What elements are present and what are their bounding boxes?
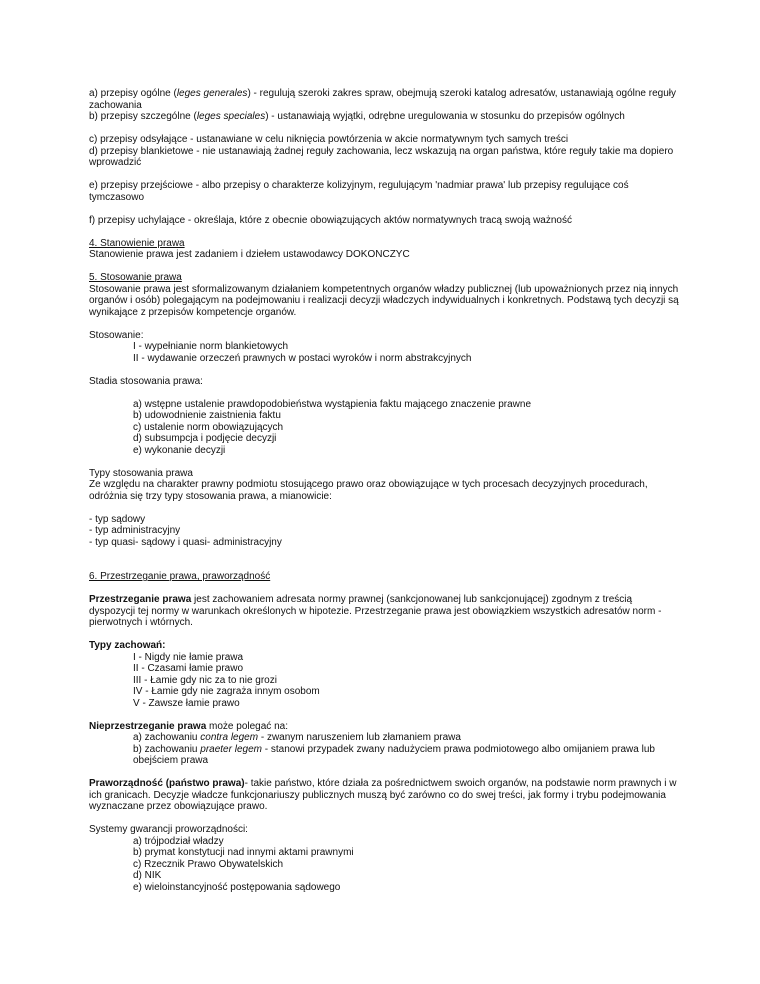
section-4-text: Stanowienie prawa jest zadaniem i dziełem ustawodawcy DOKONCZYC — [89, 249, 410, 260]
list-item: e) wieloinstancyjność postępowania sądowego — [133, 881, 341, 893]
list-item: b) zachowaniu praeter legem - stanowi przypadek zwany nadużyciem prawa podmiotowego albo omijaniem prawa lub obejściem prawa — [133, 743, 655, 766]
list-item: IV - Łamie gdy nie zagraża innym osobom — [133, 686, 320, 697]
list-item: V - Zawsze łamie prawo — [133, 697, 240, 709]
list-item: b) udowodnienie zaistnienia faktu — [133, 410, 281, 421]
systemy-label: Systemy gwarancji proworządności: — [89, 824, 248, 835]
typy-stosowania-label: Typy stosowania prawa — [89, 467, 193, 479]
list-item: b) prymat konstytucji nad innymi aktami prawnymi — [133, 847, 354, 858]
typy-zachowan-label: Typy zachowań: — [89, 640, 166, 651]
list-item: c) ustalenie norm obowiązujących — [133, 421, 284, 433]
list-item: e) wykonanie decyzji — [133, 444, 226, 456]
stosowanie-label: Stosowanie: — [89, 329, 144, 341]
item-leges-generales: a) przepisy ogólne (leges generales) - regulują szeroki zakres spraw, obejmują szeroki katalog adresatów, ustanawiają ogólne reguły zachowania — [89, 88, 676, 111]
list-item: III - Łamie gdy nic za to nie grozi — [133, 674, 277, 686]
section-5-text: Stosowanie prawa jest sformalizowanym działaniem kompetentnych organów władzy publicznej (lub upoważnionych przez nią innych organów i osób) polegającym na podejmowaniu i realizacji decyzji władczych indywidualnych i konkretnych. Podstawą tych decyzji są wynikające z przepisów kompetencje organów. — [89, 283, 679, 318]
list-item: I - Nigdy nie łamie prawa — [133, 651, 244, 663]
nieprzestrzeganie-label: Nieprzestrzeganie prawa może polegać na: — [89, 720, 288, 732]
list-item: - typ quasi- sądowy i quasi- administracyjny — [89, 536, 282, 548]
section-4-heading: 4. Stanowienie prawa — [89, 237, 185, 249]
item-blankietowe: d) przepisy blankietowe - nie ustanawiają żadnej reguły zachowania, lecz wskazują na organ państwa, które reguły takie ma dopiero wprowadzić — [89, 145, 674, 168]
item-leges-speciales: b) przepisy szczególne (leges speciales) - ustanawiają wyjątki, odrębne uregulowania w stosunku do przepisów ogólnych — [89, 111, 625, 122]
item-uchylajace: f) przepisy uchylające - określaja, które z obecnie obowiązujących aktów normatywnych tracą swoją ważność — [89, 214, 572, 226]
list-item: - typ administracyjny — [89, 525, 181, 536]
section-5-heading: 5. Stosowanie prawa — [89, 272, 182, 283]
list-item: a) wstępne ustalenie prawdopodobieństwa wystąpienia faktu mającego znaczenie prawne — [133, 398, 532, 410]
list-item: II - wydawanie orzeczeń prawnych w postaci wyroków i norm abstrakcyjnych — [133, 352, 472, 364]
list-item: a) zachowaniu contra legem - zwanym naruszeniem lub złamaniem prawa — [133, 732, 461, 743]
list-item: I - wypełnianie norm blankietowych — [133, 341, 289, 352]
item-odsylajace: c) przepisy odsyłające - ustanawiane w celu niknięcia powtórzenia w akcie normatywnym tych samych treści — [89, 134, 569, 145]
list-item: II - Czasami łamie prawo — [133, 663, 244, 674]
list-item: c) Rzecznik Prawo Obywatelskich — [133, 858, 284, 870]
list-item: - typ sądowy — [89, 513, 146, 525]
section-6-heading: 6. Przestrzeganie prawa, praworządność — [89, 571, 271, 582]
document-page — [89, 88, 679, 893]
list-item: d) subsumpcja i podjęcie decyzji — [133, 433, 277, 444]
list-item: d) NIK — [133, 870, 162, 881]
list-item: a) trójpodział władzy — [133, 835, 224, 847]
typy-stosowania-text: Ze względu na charakter prawny podmiotu stosującego prawo oraz obowiązujące w tych procesach decyzyjnych procedurach, odróżnia się trzy typy stosowania prawa, a mianowicie: — [89, 479, 648, 502]
item-przejsciowe: e) przepisy przejściowe - albo przepisy o charakterze kolizyjnym, regulującym 'nadmiar prawa' lub przepisy regulujące coś tymczasowo — [89, 180, 629, 203]
przestrzeganie-definition: Przestrzeganie prawa jest zachowaniem adresata normy prawnej (sankcjonowanej lub sankcjonującej) zgodnym z treścią dyspozycji tej normy w warunkach określonych w hipotezie. Przestrzeganie prawa jest obowiązkiem wszystkich adresatów norm - pierwotnych i wtórnych. — [89, 594, 662, 628]
praworzadnosc-definition: Praworządność (państwo prawa)- takie państwo, które działa za pośrednictwem swoich organów, na podstawie norm prawnych i w ich granicach. Decyzje władcze funkcjonariuszy publicznych muszą być zarówno co do swej treści, jak formy i trybu podejmowania wyznaczane przez obowiązujące prawo. — [89, 778, 677, 812]
stadia-label: Stadia stosowania prawa: — [89, 375, 203, 387]
